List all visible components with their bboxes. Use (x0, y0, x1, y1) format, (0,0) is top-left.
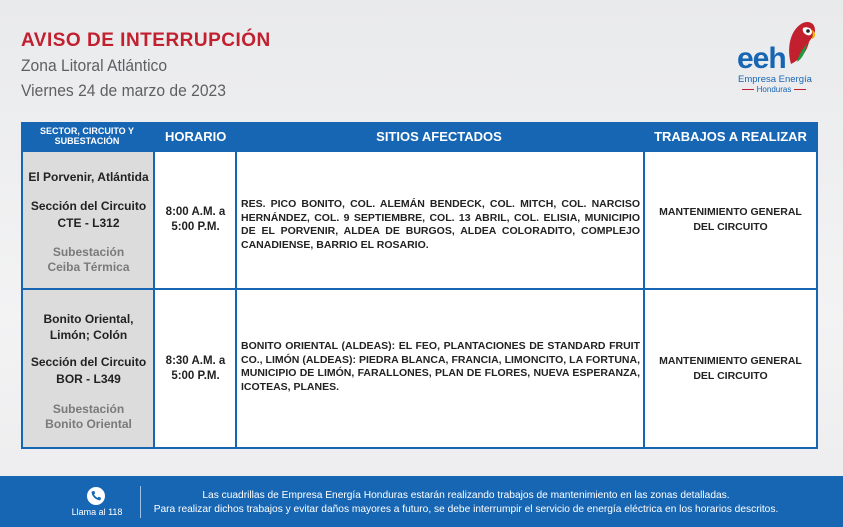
circuit-code: BOR - L349 (56, 372, 121, 386)
time-start: 8:00 A.M. a (165, 206, 226, 218)
circuit-code: CTE - L312 (57, 216, 120, 230)
header-sector: SECTOR, CIRCUITO Y SUBESTACIÓN (39, 126, 135, 146)
substation-name: Ceiba Térmica (47, 260, 130, 274)
logo-line2 (733, 85, 815, 94)
sites-text: BONITO ORIENTAL (ALDEAS): EL FEO, PLANTACIONES DE STANDARD FRUIT CO., LIMÓN (ALDEAS): PIEDRA BLANCA, FRANCIA, LIMONCITO, LA FORTUNA, MUNICIPIO DE LIMÓN, FARALLONES, PLAN DE FLORES, NUEVA ESPERANZA, ICOTEAS, PLANES. (241, 340, 640, 393)
schedule-cell (153, 150, 236, 290)
footer-text (146, 489, 786, 517)
date-label: Viernes 24 de marzo de 2023 (21, 81, 226, 100)
work-line1: MANTENIMIENTO GENERAL (659, 354, 802, 367)
footer-line2: Para realizar dichos trabajos y evitar daños mayores a futuro, se debe interrumpir el servicio de energía eléctrica en los horarios descritos. (153, 504, 779, 515)
notice-title: AVISO DE INTERRUPCIÓN (21, 30, 271, 51)
work-line2: DEL CIRCUITO (693, 369, 768, 382)
table-row (21, 290, 818, 449)
work-cell (643, 290, 818, 449)
work-line1: MANTENIMIENTO GENERAL (659, 206, 802, 218)
work-text (645, 354, 816, 384)
table-header (21, 122, 818, 150)
location: Bonito Oriental, Limón; Colón (43, 312, 134, 342)
sites-cell (235, 150, 644, 290)
sites-cell (235, 290, 644, 449)
work-text (645, 205, 816, 235)
parrot-logo-icon (785, 20, 817, 66)
time-end: 5:00 P.M. (171, 369, 220, 382)
work-line2: DEL CIRCUITO (693, 221, 768, 233)
logo-line1: Empresa Energía (738, 74, 812, 85)
header-work: TRABAJOS A REALIZAR (654, 128, 807, 144)
time-start: 8:30 A.M. a (165, 354, 226, 367)
logo-brand: eeh (737, 42, 786, 75)
call-label: Llama al 118 (71, 507, 123, 517)
schedule-cell (153, 290, 236, 449)
substation-label: Subestación (52, 402, 125, 416)
table-row (21, 150, 818, 290)
logo-line2-text: Honduras (756, 85, 792, 94)
work-cell (643, 150, 818, 290)
header-schedule: HORARIO (165, 128, 227, 144)
section-label: Sección del Circuito (30, 355, 147, 369)
substation-label: Subestación (52, 245, 125, 259)
zone-label: Zona Litoral Atlántico (21, 56, 168, 75)
schedule-text (155, 205, 236, 235)
eeh-logo (733, 20, 821, 98)
sector-cell (21, 150, 154, 290)
time-end: 5:00 P.M. (171, 221, 220, 233)
footer-bar (0, 476, 843, 527)
sites-text: RES. PICO BONITO, COL. ALEMÁN BENDECK, COL. MITCH, COL. NARCISO HERNÁNDEZ, COL. 9 SEPTIEMBRE, COL. 13 ABRIL, COL. ELISIA, MUNICIPIO DE EL PORVENIR, ALDEA DE BURGOS, ALDEA COLORADITO, COMPLEJO CANADIENSE, BARRIO EL ROSARIO. (241, 198, 640, 251)
header-sites: SITIOS AFECTADOS (376, 128, 502, 144)
schedule-text (155, 354, 236, 384)
footer-divider (140, 486, 141, 518)
substation-name: Bonito Oriental (45, 417, 132, 431)
section-label: Sección del Circuito (30, 199, 147, 213)
phone-icon (86, 486, 106, 506)
footer-line1: Las cuadrillas de Empresa Energía Honduras estarán realizando trabajos de mantenimiento en las zonas detalladas. (202, 490, 730, 501)
location: El Porvenir, Atlántida (28, 170, 149, 184)
sector-cell (21, 290, 154, 449)
